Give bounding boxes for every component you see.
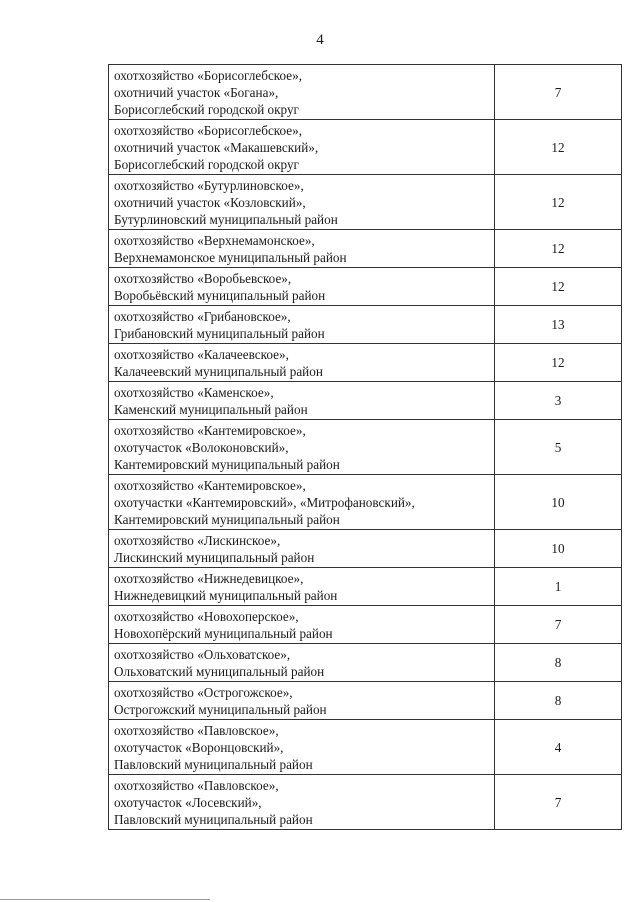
hunting-ground-line: Новохопёрский муниципальный район	[114, 626, 333, 641]
quota-value-cell: 10	[495, 475, 622, 530]
quota-value-cell: 8	[495, 644, 622, 682]
hunting-ground-line: Павловский муниципальный район	[114, 812, 313, 827]
hunting-ground-line: Каменский муниципальный район	[114, 402, 308, 417]
table-row	[109, 606, 622, 644]
table-row	[109, 120, 622, 175]
table-row	[109, 268, 622, 306]
hunting-ground-cell	[109, 120, 495, 175]
quota-value-cell: 7	[495, 65, 622, 120]
hunting-ground-line: Нижнедевицкий муниципальный район	[114, 588, 338, 603]
hunting-ground-cell	[109, 568, 495, 606]
table-row	[109, 382, 622, 420]
hunting-ground-line: охотхозяйство «Грибановское»,	[114, 309, 291, 324]
hunting-ground-line: Острогожский муниципальный район	[114, 702, 327, 717]
quota-value-cell: 12	[495, 120, 622, 175]
table-row	[109, 344, 622, 382]
page-number: 4	[316, 32, 324, 48]
table-row	[109, 720, 622, 775]
hunting-ground-line: охотучастки «Кантемировский», «Митрофановский»,	[114, 495, 415, 510]
hunting-ground-line: Верхнемамонское муниципальный район	[114, 250, 347, 265]
table-row	[109, 65, 622, 120]
table-body	[109, 65, 622, 830]
hunting-ground-line: охотхозяйство «Лискинское»,	[114, 533, 281, 548]
table-row	[109, 306, 622, 344]
quota-value-cell: 12	[495, 268, 622, 306]
hunting-ground-cell	[109, 268, 495, 306]
hunting-ground-line: охотучасток «Воронцовский»,	[114, 740, 284, 755]
hunting-ground-line: охотничий участок «Богана»,	[114, 85, 279, 100]
hunting-ground-line: охотхозяйство «Воробьевское»,	[114, 271, 292, 286]
table-row	[109, 530, 622, 568]
hunting-ground-line: Кантемировский муниципальный район	[114, 457, 340, 472]
scan-edge-divider	[0, 899, 210, 900]
quota-value-cell: 7	[495, 775, 622, 830]
hunting-ground-line: охотхозяйство «Калачеевское»,	[114, 347, 289, 362]
hunting-ground-line: охотхозяйство «Новохоперское»,	[114, 609, 299, 624]
hunting-ground-cell	[109, 175, 495, 230]
hunting-ground-line: Лискинский муниципальный район	[114, 550, 315, 565]
hunting-ground-cell	[109, 775, 495, 830]
hunting-ground-line: охотхозяйство «Ольховатское»,	[114, 647, 291, 662]
table-row	[109, 775, 622, 830]
hunting-ground-line: Бутурлиновский муниципальный район	[114, 212, 338, 227]
quota-value-cell: 10	[495, 530, 622, 568]
hunting-ground-line: охотхозяйство «Острогожское»,	[114, 685, 293, 700]
table-row	[109, 568, 622, 606]
hunting-ground-line: Кантемировский муниципальный район	[114, 512, 340, 527]
quota-value-cell: 7	[495, 606, 622, 644]
hunting-ground-line: Борисоглебский городской округ	[114, 102, 299, 117]
table-row	[109, 230, 622, 268]
hunting-ground-cell	[109, 65, 495, 120]
hunting-ground-line: Ольховатский муниципальный район	[114, 664, 325, 679]
hunting-ground-cell	[109, 644, 495, 682]
hunting-ground-line: охотхозяйство «Бутурлиновское»,	[114, 178, 304, 193]
table-row	[109, 475, 622, 530]
hunting-ground-cell	[109, 682, 495, 720]
hunting-ground-cell	[109, 606, 495, 644]
hunting-ground-cell	[109, 306, 495, 344]
hunting-ground-cell	[109, 720, 495, 775]
table-row	[109, 420, 622, 475]
hunting-ground-line: охотучасток «Лосевский»,	[114, 795, 262, 810]
quota-value-cell: 4	[495, 720, 622, 775]
hunting-ground-line: охотничий участок «Козловский»,	[114, 195, 306, 210]
hunting-ground-line: охотучасток «Волоконовский»,	[114, 440, 289, 455]
hunting-ground-cell	[109, 530, 495, 568]
hunting-ground-cell	[109, 382, 495, 420]
quota-value-cell: 5	[495, 420, 622, 475]
hunting-ground-cell	[109, 475, 495, 530]
quota-value-cell: 12	[495, 175, 622, 230]
quota-value-cell: 12	[495, 230, 622, 268]
hunting-ground-line: Воробьёвский муниципальный район	[114, 288, 326, 303]
hunting-ground-line: охотхозяйство «Кантемировское»,	[114, 478, 306, 493]
hunting-ground-line: Борисоглебский городской округ	[114, 157, 299, 172]
hunting-ground-line: охотхозяйство «Нижнедевицкое»,	[114, 571, 304, 586]
hunting-ground-line: Грибановский муниципальный район	[114, 326, 325, 341]
table-row	[109, 644, 622, 682]
quota-value-cell: 13	[495, 306, 622, 344]
hunting-ground-line: охотхозяйство «Верхнемамонское»,	[114, 233, 315, 248]
hunting-ground-line: охотхозяйство «Павловское»,	[114, 723, 279, 738]
hunting-ground-line: Павловский муниципальный район	[114, 757, 313, 772]
hunting-ground-line: охотхозяйство «Павловское»,	[114, 778, 279, 793]
hunting-ground-line: охотхозяйство «Борисоглебское»,	[114, 123, 303, 138]
table-row	[109, 175, 622, 230]
quota-value-cell: 1	[495, 568, 622, 606]
hunting-ground-line: охотхозяйство «Кантемировское»,	[114, 423, 306, 438]
quota-value-cell: 8	[495, 682, 622, 720]
hunting-ground-cell	[109, 420, 495, 475]
hunting-ground-cell	[109, 230, 495, 268]
quota-value-cell: 3	[495, 382, 622, 420]
quota-table	[108, 64, 622, 830]
hunting-ground-cell	[109, 344, 495, 382]
quota-value-cell: 12	[495, 344, 622, 382]
hunting-ground-line: охотничий участок «Макашевский»,	[114, 140, 319, 155]
hunting-ground-line: охотхозяйство «Борисоглебское»,	[114, 68, 303, 83]
hunting-ground-line: Калачеевский муниципальный район	[114, 364, 323, 379]
hunting-ground-line: охотхозяйство «Каменское»,	[114, 385, 274, 400]
table-row	[109, 682, 622, 720]
